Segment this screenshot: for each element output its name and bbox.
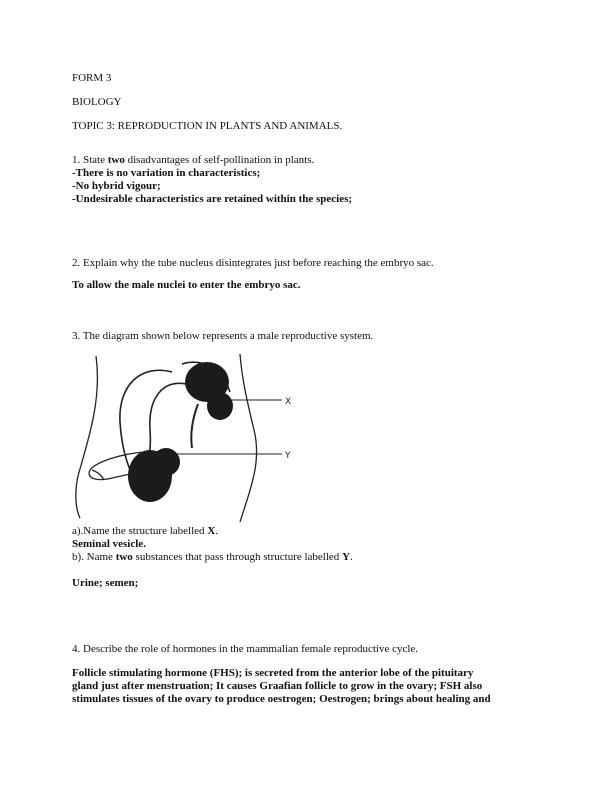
question-3a-text [72,525,353,538]
question-3b-pre: b). Name [72,551,116,563]
question-4-answer-line-2: gland just after menstruation; It causes Graafian follicle to grow in the ovary; FSH also [72,680,483,692]
question-4-answer-line-1: Follicle stimulating hormone (FHS); is secreted from the anterior lobe of the pituitary [72,667,474,679]
question-1-answer-1: -There is no variation in characteristics; [72,167,261,179]
question-4-answer-line-3: stimulates tissues of the ovary to produce oestrogen; Oestrogen; brings about healing and [72,693,491,705]
question-3b-answer: Urine; semen; [72,577,139,589]
topic-title: TOPIC 3: REPRODUCTION IN PLANTS AND ANIMALS. [72,120,343,132]
question-3a-post: . [215,525,219,537]
question-1 [72,154,352,206]
question-3b-text [72,551,353,564]
question-3b-post: . [350,551,353,563]
form-label: FORM 3 [72,72,112,84]
question-1-text [72,154,352,167]
question-3a-pre: a).Name the structure labelled [72,525,208,537]
label-x: X [285,397,292,407]
body-outline [76,354,257,522]
question-4-text: 4. Describe the role of hormones in the mammalian female reproductive cycle. [72,643,419,655]
question-3a-emphasis: X [207,525,216,537]
question-2-text: 2. Explain why the tube nucleus disintegrates just before reaching the embryo sac. [72,257,434,269]
question-1-answer-3: -Undesirable characteristics are retained within the species; [72,193,353,205]
seminal-vesicle [185,362,233,420]
urethra-tube [191,404,198,448]
question-1-answer-2: -No hybrid vigour; [72,180,161,192]
question-1-text-emphasis: two [107,154,125,166]
question-3b-mid: substances that pass through structure labelled [132,551,343,563]
question-1-text-post: disadvantages of self-pollination in plants. [124,154,315,166]
male-reproductive-system-diagram [72,350,302,522]
testis [128,448,180,502]
question-3-parts [72,525,353,564]
question-1-text-pre: 1. State [72,154,108,166]
label-y: Y [285,451,291,461]
question-3-text: 3. The diagram shown below represents a male reproductive system. [72,330,374,342]
subject-label: BIOLOGY [72,96,122,108]
question-3b-emphasis: two [115,551,133,563]
question-2-answer: To allow the male nuclei to enter the embryo sac. [72,279,301,291]
question-3b-emphasis-2: Y [342,551,351,563]
question-4-answer [72,667,491,706]
question-3a-answer: Seminal vesicle. [72,538,146,550]
